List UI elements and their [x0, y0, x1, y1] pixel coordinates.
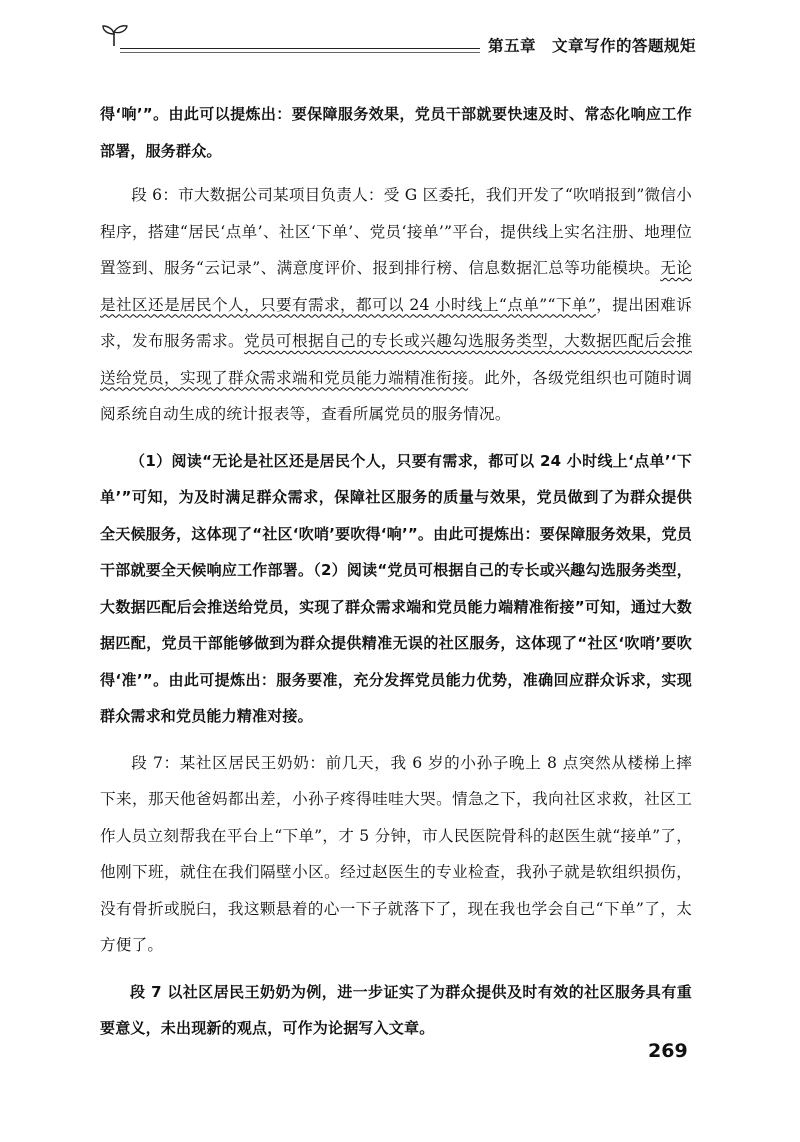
segment-6-underline-2: 党员可根据自己的专长或兴趣勾选服务类型，大数据匹配后会推送给党员，实现了群众需求端和党员能力端精准衔接 — [100, 332, 692, 387]
segment-6-tail: 。此外，各级党组织也可随时调阅系统自动生成的统计报表等，查看所属党员的服务情况。 — [100, 368, 692, 423]
page-body — [100, 96, 692, 1047]
segment-6-underline-1: 无论是社区还是居民个人，只要有需求，都可以 24 小时线上“点单”“下单” — [100, 259, 692, 314]
page-number: 269 — [648, 1040, 688, 1062]
segment-6-mid: ，提出困难诉求，发布服务需求。 — [100, 295, 692, 350]
paragraph-segment-7: 段 7：某社区居民王奶奶：前几天，我 6 岁的小孙子晚上 8 点突然从楼梯上摔下来，那天他爸妈都出差，小孙子疼得哇哇大哭。情急之下，我向社区求救，社区工作人员立刻帮我在平台上“下单”，才 5 分钟，市人民医院骨科的赵医生就“接单”了，他刚下班，就住在我们隔壁小区。经过赵医生的专业检查，我孙子就是软组织损伤，没有骨折或脱臼，我这颗悬着的心一下子就落下了，现在我也学会自己“下单”了，太方便了。 — [100, 753, 692, 954]
chapter-title: 第五章 文章写作的答题规矩 — [488, 37, 697, 55]
segment-6-lead: 段 6：市大数据公司某项目负责人：受 G 区委托，我们开发了“吹哨报到”微信小程序，搭建“居民‘点单’、社区‘下单’、党员‘接单’”平台，提供线上实名注册、地理位置签到、服务“云记录”、满意度评价、报到排行榜、信息数据汇总等功能模块。 — [100, 186, 692, 277]
page-header — [0, 0, 800, 70]
header-rule — [120, 48, 480, 49]
paragraph-analysis: （1）阅读“无论是社区还是居民个人，只要有需求，都可以 24 小时线上‘点单’‘下单’”可知，为及时满足群众需求，保障社区服务的质量与效果，党员做到了为群众提供全天候服务，这体现了“社区‘吹哨’要吹得‘响’”。由此可提炼出：要保障服务效果，党员干部就要全天候响应工作部署。（2）阅读“党员可根据自己的专长或兴趣勾选服务类型，大数据匹配后会推送给党员，实现了群众需求端和党员能力端精准衔接”可知，通过大数据匹配，党员干部能够做到为群众提供精准无误的社区服务，这体现了“社区‘吹哨’要吹得‘准’”。由此可提炼出：服务要准，充分发挥党员能力优势，准确回应群众诉求，实现群众需求和党员能力精准对接。 — [100, 451, 692, 725]
header-rule-thin — [120, 52, 480, 53]
paragraph-segment-6 — [100, 177, 692, 433]
paragraph-conclusion: 段 7 以社区居民王奶奶为例，进一步证实了为群众提供及时有效的社区服务具有重要意义，未出现新的观点，可作为论据写入文章。 — [100, 982, 692, 1037]
sprout-icon — [100, 22, 130, 48]
paragraph-continuation: 得‘响’”。由此可以提炼出：要保障服务效果，党员干部就要快速及时、常态化响应工作部署，服务群众。 — [100, 105, 692, 160]
